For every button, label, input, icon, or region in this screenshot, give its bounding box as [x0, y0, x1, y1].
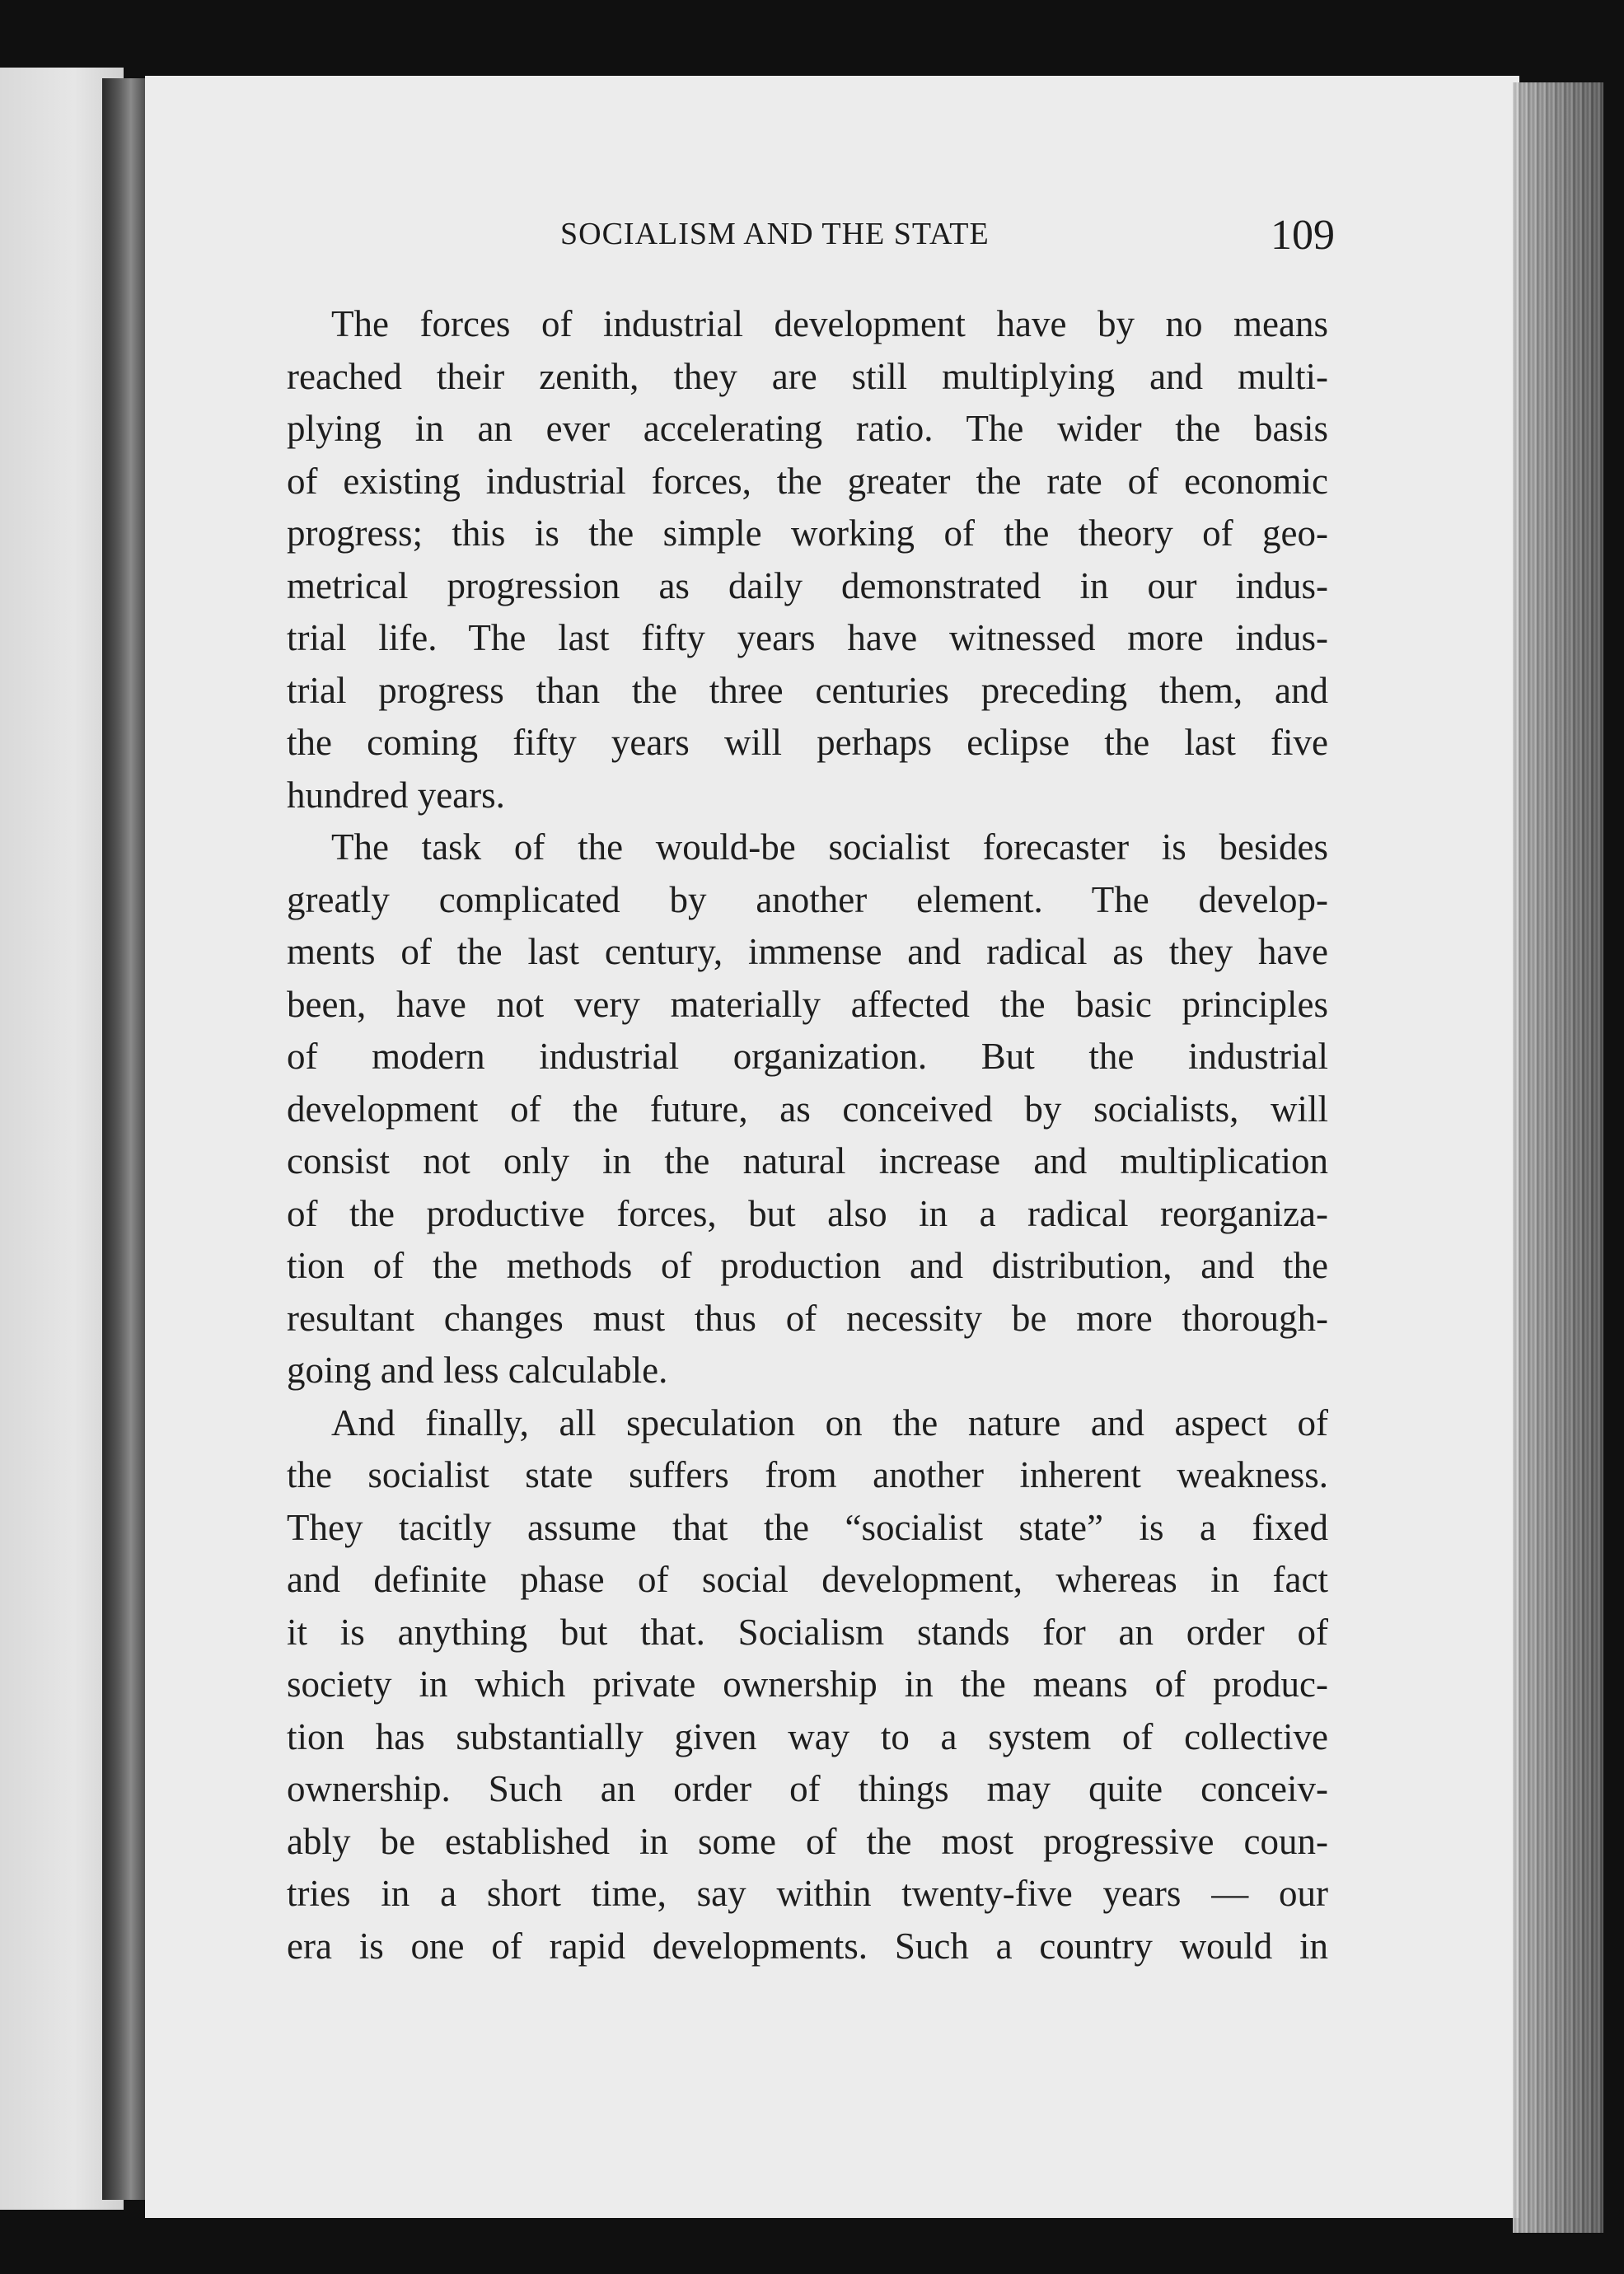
page-block-shade [1513, 82, 1603, 2233]
page-number: 109 [1271, 212, 1335, 259]
text-line: tries in a short time, say within twenty-five years — our [287, 1873, 1328, 1914]
paragraph-3 [287, 1397, 1328, 1973]
book-gutter [102, 78, 150, 2200]
text-line: of modern industrial organization. But the industrial [287, 1036, 1328, 1077]
paragraph-2 [287, 821, 1328, 1397]
text-line: going and less calculable. [287, 1350, 668, 1391]
text-line: ownership. Such an order of things may quite conceiv- [287, 1768, 1328, 1809]
text-line: consist not only in the natural increase and multiplication [287, 1140, 1328, 1181]
text-line: metrical progression as daily demonstrated in our indus- [287, 564, 1328, 606]
paragraph-1 [287, 298, 1328, 821]
text-line: They tacitly assume that the “socialist state” is a fixed [287, 1506, 1328, 1548]
body-text [287, 298, 1328, 1972]
text-line: And finally, all speculation on the nature and aspect of [331, 1401, 1328, 1443]
text-line: of the productive forces, but also in a radical reorganiza- [287, 1192, 1328, 1234]
running-head: SOCIALISM AND THE STATE [560, 217, 990, 251]
text-line: and definite phase of social development, whereas in fact [287, 1559, 1328, 1600]
text-line: society in which private ownership in the means of produc- [287, 1663, 1328, 1705]
text-line: The task of the would-be socialist forecaster is besides [331, 826, 1328, 868]
text-line: reached their zenith, they are still multiplying and multi- [287, 355, 1328, 397]
text-line: of existing industrial forces, the greater the rate of economic [287, 460, 1328, 502]
text-line: development of the future, as conceived by socialists, will [287, 1088, 1328, 1130]
text-line: been, have not very materially affected the basic principles [287, 983, 1328, 1025]
text-line: trial progress than the three centuries preceding them, and [287, 669, 1328, 711]
text-line: The forces of industrial development have by no means [331, 303, 1328, 344]
text-line: hundred years. [287, 774, 505, 816]
text-line: it is anything but that. Socialism stands for an order of [287, 1611, 1328, 1653]
text-line: era is one of rapid developments. Such a country would in [287, 1925, 1328, 1967]
text-line: greatly complicated by another element. The develop- [287, 878, 1328, 920]
text-line: ably be established in some of the most progressive coun- [287, 1820, 1328, 1862]
text-line: plying in an ever accelerating ratio. The wider the basis [287, 408, 1328, 449]
text-line: trial life. The last fifty years have witnessed more indus- [287, 617, 1328, 658]
text-line: the coming fifty years will perhaps eclipse the last five [287, 722, 1328, 763]
text-line: the socialist state suffers from another inherent weakness. [287, 1454, 1328, 1495]
text-line: ments of the last century, immense and radical as they have [287, 931, 1328, 972]
text-line: progress; this is the simple working of the theory of geo- [287, 512, 1328, 554]
text-line: tion of the methods of production and distribution, and the [287, 1245, 1328, 1286]
text-line: tion has substantially given way to a system of collective [287, 1715, 1328, 1757]
text-line: resultant changes must thus of necessity be more thorough- [287, 1297, 1328, 1339]
